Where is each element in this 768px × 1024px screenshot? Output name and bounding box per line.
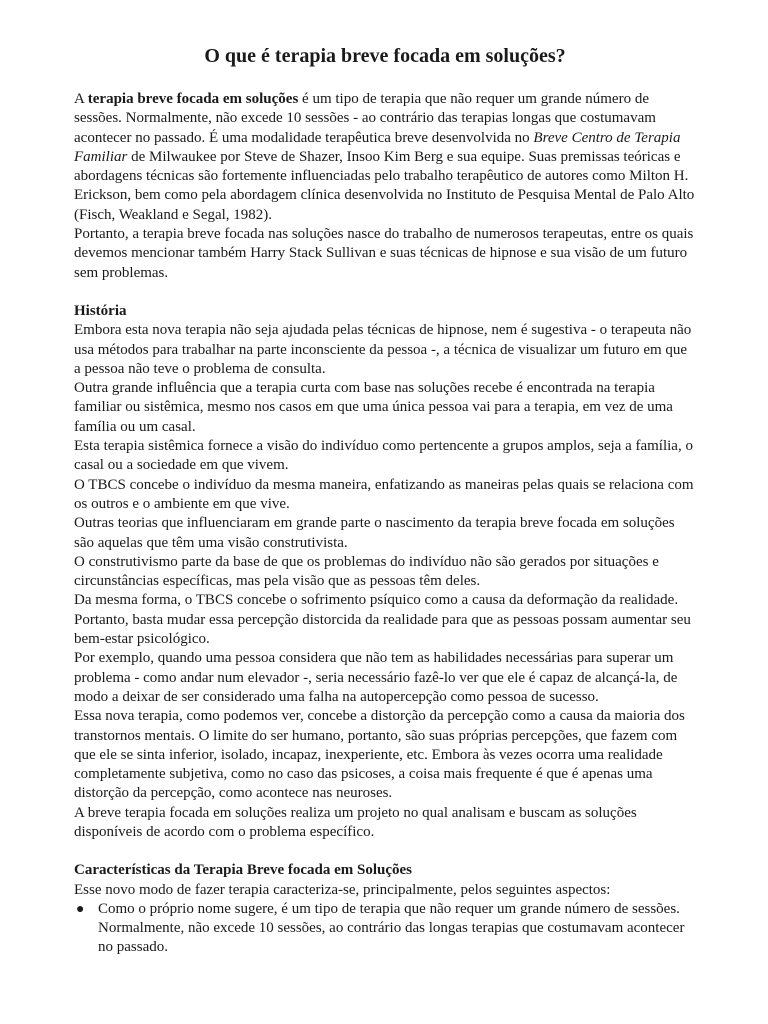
characteristics-heading: Características da Terapia Breve focada em Soluções — [74, 862, 413, 879]
characteristics-lead: Esse novo modo de fazer terapia caracteriza-se, principalmente, pelos seguintes aspectos: — [74, 881, 611, 898]
intro-text-middle: é um tipo de terapia que não requer um grande número de sessões. Normalmente, não excede 10 sessões - ao contrário das terapias longas que costumavam acontecer no passado. É uma modalidade terapêutica breve desenvolvida no — [74, 91, 656, 146]
history-paragraph: Outra grande influência que a terapia curta com base nas soluções recebe é encontrada na terapia familiar ou sistêmica, mesmo nos casos em que uma única pessoa vai para a terapia, em vez de uma família ou um casal. — [74, 380, 673, 435]
list-item-text: Como o próprio nome sugere, é um tipo de terapia que não requer um grande número de sessões. Normalmente, não excede 10 sessões, ao contrário das longas terapias que costumavam acontecer no passado. — [98, 900, 685, 956]
history-paragraph: A breve terapia focada em soluções realiza um projeto no qual analisam e buscam as soluções disponíveis de acordo com o problema específico. — [74, 804, 637, 840]
history-paragraph: Por exemplo, quando uma pessoa considera que não tem as habilidades necessárias para superar um problema - como andar num elevador -, seria necessário fazê-lo ver que ele é capaz de alcançá-la, de modo a deixar de ser considerado uma falha na autopercepção como pessoa de sucesso. — [74, 650, 678, 705]
intro-center-italic: Breve Centro de Terapia Familiar — [74, 129, 681, 165]
history-paragraph: O TBCS concebe o indivíduo da mesma maneira, enfatizando as maneiras pelas quais se relaciona com os outros e o ambiente em que vive. — [74, 476, 694, 512]
section-gap — [74, 283, 696, 302]
intro-text-end: de Milwaukee por Steve de Shazer, Insoo Kim Berg e sua equipe. Suas premissas teóricas e abordagens técnicas são fortemente influenciadas pelo trabalho terapêutico de autores como Milton H. Erickson, bem como pela abordagem clínica desenvolvida no Instituto de Pesquisa Mental de Palo Alto (Fisch, Weakland e Segal, 1982). — [74, 148, 695, 223]
bullet-icon: ● — [76, 901, 85, 917]
history-paragraph: Da mesma forma, o TBCS concebe o sofrimento psíquico como a causa da deformação da realidade. Portanto, basta mudar essa percepção distorcida da realidade para que as pessoas possam aumentar seu bem-estar psicológico. — [74, 592, 691, 648]
history-paragraph: O construtivismo parte da base de que os problemas do indivíduo não são gerados por situações e circunstâncias específicas, mas pela visão que as pessoas têm deles. — [74, 553, 659, 590]
intro-paragraph-2: Portanto, a terapia breve focada nas soluções nasce do trabalho de numerosos terapeutas, entre os quais devemos mencionar também Harry Stack Sullivan e suas técnicas de hipnose e sua visão de um futuro sem problemas. — [74, 226, 694, 281]
intro-text-start: A — [74, 91, 88, 107]
intro-paragraph — [74, 90, 696, 225]
history-heading: História — [74, 302, 127, 319]
history-paragraph: Essa nova terapia, como podemos ver, concebe a distorção da percepção como a causa da maioria dos transtornos mentais. O limite do ser humano, portanto, são suas próprias percepções, que fazem com que ele se sinta inferior, isolado, incapaz, inexperiente, etc. Embora às vezes ocorra uma realidade completamente subjetiva, como no caso das psicoses, a coisa mais frequente é que é apenas uma distorção da percepção, como acontece nas neuroses. — [74, 708, 685, 802]
history-paragraph: Outras teorias que influenciaram em grande parte o nascimento da terapia breve focada em soluções são aquelas que têm uma visão construtivista. — [74, 515, 675, 551]
intro-term-bold: terapia breve focada em soluções — [87, 91, 299, 107]
history-paragraph: Esta terapia sistêmica fornece a visão do indivíduo como pertencente a grupos amplos, seja a família, o casal ou a sociedade em que vivem. — [74, 438, 693, 474]
characteristics-list — [74, 900, 696, 958]
page-title: O que é terapia breve focada em soluções? — [204, 45, 566, 67]
list-item — [74, 900, 696, 958]
history-paragraph: Embora esta nova terapia não seja ajudada pelas técnicas de hipnose, nem é sugestiva - o terapeuta não usa métodos para trabalhar na parte inconsciente da pessoa -, a técnica de visualizar um futuro em que a pessoa não teve o problema de consulta. — [74, 322, 692, 377]
section-gap — [74, 842, 696, 861]
